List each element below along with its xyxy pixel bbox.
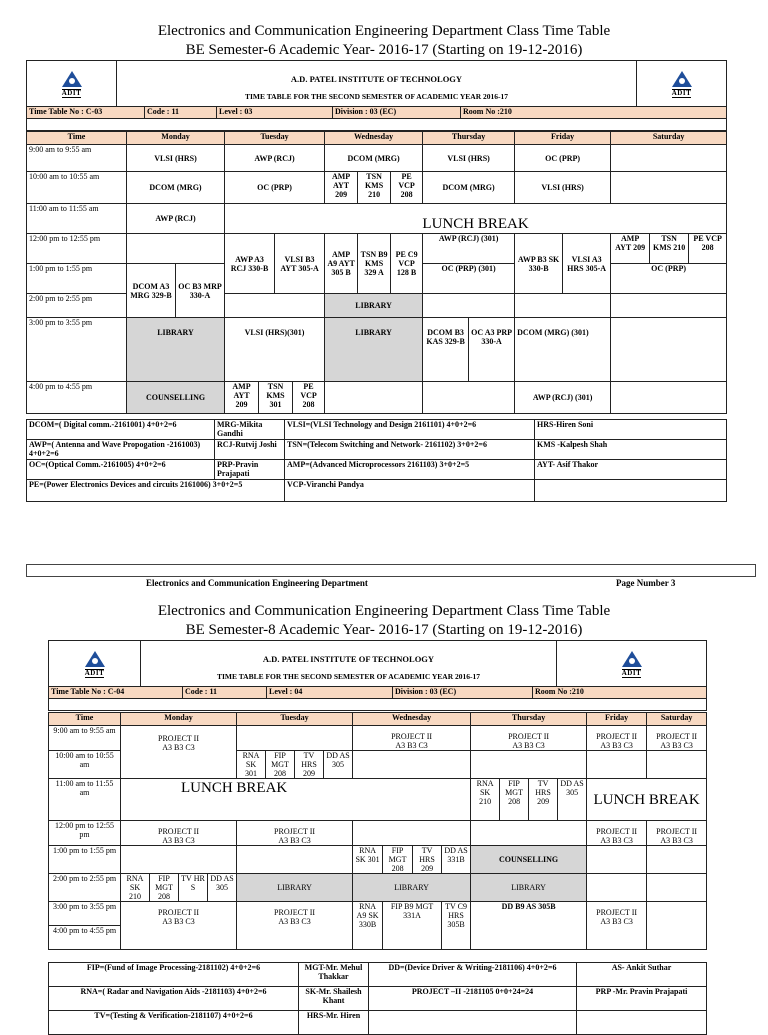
tt2-lab-cell: DD AS 331B: [442, 846, 471, 874]
tt1-time-slot: 1:00 pm to 1:55 pm: [27, 264, 127, 294]
tt1-cell: AMP AYT 209: [225, 382, 259, 414]
tt1-legend-text: RCJ-Rutvij Joshi: [215, 440, 285, 460]
tt1-cell: OC (PRP): [611, 264, 727, 294]
tt1-cell: DCOM (MRG): [127, 172, 225, 204]
tt1-logo-left: ADIT: [27, 61, 117, 107]
tt2-subtitle: TIME TABLE FOR THE SECOND SEMESTER OF ACADEMIC YEAR 2016-17: [216, 671, 481, 681]
tt2-lab-cell: DD AS 305: [208, 874, 237, 902]
tt1-legend-text: AYT- Asif Thakor: [535, 460, 727, 480]
tt2-project: PROJECT II A3 B3 C3: [121, 821, 237, 846]
tt2-project: PROJECT II A3 B3 C3: [353, 726, 471, 751]
tt2-legend-text: PROJECT –II -2181105 0+0+24=24: [369, 987, 577, 1011]
tt2-lab-cell: RNA SK 301: [353, 846, 383, 874]
tt2-lab-cell: DD AS 305: [324, 751, 353, 779]
tt1-cell: DCOM B3 KAS 329-B: [423, 318, 469, 382]
tt2-ttno: Time Table No : C-04: [49, 687, 183, 699]
tt1-legend-text: TSN=(Telecom Switching and Network- 2161102) 3+0+2=6: [285, 440, 535, 460]
tt1-room: Room No :210: [461, 107, 727, 119]
tt2-lab-cell: RNA SK 210: [121, 874, 150, 902]
tt2-project: PROJECT II A3 B3 C3: [587, 821, 647, 846]
tt2-counselling: COUNSELLING: [471, 846, 587, 874]
tt2-lab-cell: TV HR S: [179, 874, 208, 902]
tt1-cell: AWP (RCJ) (301): [423, 234, 515, 264]
tt1-library: LIBRARY: [127, 318, 225, 382]
tt1-cell: TSN KMS 210: [358, 172, 391, 204]
tt1-cell: VLSI (HRS)(301): [225, 318, 325, 382]
tt2-level: Level : 04: [267, 687, 393, 699]
tt1-cell: DCOM (MRG): [423, 172, 515, 204]
tt2-time-slot: 3:00 pm to 3:55 pm: [49, 902, 121, 926]
tt1-time-slot: 12:00 pm to 12:55 pm: [27, 234, 127, 264]
tt1-cell: PE C9 VCP 128 B: [391, 234, 423, 294]
tt1-legend-text: DCOM=( Digital comm.-2161001) 4+0+2=6: [27, 420, 215, 440]
tt2-col-wednesday: Wednesday: [353, 713, 471, 726]
tt1-col-saturday: Saturday: [611, 132, 727, 145]
tt1-level: Level : 03: [217, 107, 333, 119]
tt1-legend-text: HRS-Hiren Soni: [535, 420, 727, 440]
tt1-cell: VLSI B3 AYT 305-A: [275, 234, 325, 294]
tt1-time-slot: 10:00 am to 10:55 am: [27, 172, 127, 204]
tt1-time-slot: 4:00 pm to 4:55 pm: [27, 382, 127, 414]
tt2-time-slot: 4:00 pm to 4:55 pm: [49, 926, 121, 950]
tt1-legend-text: VLSI=(VLSI Technology and Design 2161101) 4+0+2=6: [285, 420, 535, 440]
tt1-institute-block: [117, 61, 637, 107]
tt2-legend-text: AS- Ankit Suthar: [577, 963, 707, 987]
tt1-counselling: COUNSELLING: [127, 382, 225, 414]
tt2-legend-text: FIP=(Fund of Image Processing-2181102) 4+0+2=6: [49, 963, 299, 987]
tt2-legend-text: PRP -Mr. Pravin Prajapati: [577, 987, 707, 1011]
tt1-legend-text: AMP=(Advanced Microprocessors 2161103) 3+0+2=5: [285, 460, 535, 480]
tt1-time-slot: 3:00 pm to 3:55 pm: [27, 318, 127, 382]
tt1-cell: PE VCP 208: [391, 172, 423, 204]
tt2-division: Division : 03 (EC): [393, 687, 533, 699]
tt1-col-wednesday: Wednesday: [325, 132, 423, 145]
tt1-logo-right: ADIT: [637, 61, 727, 107]
tt1-cell: AWP (RCJ): [127, 204, 225, 234]
tt2-project: PROJECT II A3 B3 C3: [647, 726, 707, 751]
tt2-time-slot: 12:00 pm to 12:55 pm: [49, 821, 121, 846]
tt2-project: PROJECT II A3 B3 C3: [587, 902, 647, 950]
tt2-lab-cell: FIP MGT 208: [150, 874, 179, 902]
tt1-cell: AWP B3 SK 330-B: [515, 234, 563, 294]
footer-department: Electronics and Communication Engineering Department: [146, 578, 368, 588]
tt1-time-slot: 11:00 am to 11:55 am: [27, 204, 127, 234]
institute-logo-icon: [84, 650, 106, 668]
tt2-project: PROJECT II A3 B3 C3: [587, 726, 647, 751]
tt1-legend-text: OC=(Optical Comm.-2161005) 4+0+2=6: [27, 460, 215, 480]
footer-page-number: Page Number 3: [616, 578, 676, 588]
tt1-col-friday: Friday: [515, 132, 611, 145]
tt1-cell: OC B3 MRP 330-A: [176, 264, 225, 318]
tt2-logo-right: ADIT: [557, 641, 707, 687]
tt1-legend-text: VCP-Viranchi Pandya: [285, 480, 535, 502]
tt2-legend-text: HRS-Mr. Hiren: [299, 1011, 369, 1035]
tt2-lab-cell: FIP B9 MGT 331A: [383, 902, 442, 950]
tt1-col-tuesday: Tuesday: [225, 132, 325, 145]
tt1-institute-name: A.D. PATEL INSTITUTE OF TECHNOLOGY: [290, 73, 463, 84]
tt2-time-slot: 2:00 pm to 2:55 pm: [49, 874, 121, 902]
tt1-cell: OC (PRP) (301): [423, 264, 515, 294]
tt2-library: LIBRARY: [237, 874, 353, 902]
tt2-institute-name: A.D. PATEL INSTITUTE OF TECHNOLOGY: [262, 653, 435, 664]
tt2-col-saturday: Saturday: [647, 713, 707, 726]
tt2-time-slot: 11:00 am to 11:55 am: [49, 779, 121, 821]
tt1-cell: AWP A3 RCJ 330-B: [225, 234, 275, 294]
tt1-legend-text: KMS -Kalpesh Shah: [535, 440, 727, 460]
tt1-cell: DCOM (MRG): [325, 145, 423, 172]
tt1-cell: AMP A9 AYT 305 B: [325, 234, 358, 294]
tt1-division: Division : 03 (EC): [333, 107, 461, 119]
tt1-ttno: Time Table No : C-03: [27, 107, 145, 119]
tt2-legend-text: MGT-Mr. Mehul Thakkar: [299, 963, 369, 987]
tt2-lunch-break: LUNCH BREAK: [121, 779, 471, 821]
tt1-grid: [26, 131, 727, 414]
tt2-time-slot: 10:00 am to 10:55 am: [49, 751, 121, 779]
tt1-legend: [26, 419, 727, 502]
page-separator: [26, 564, 756, 577]
tt1-code: Code : 11: [145, 107, 217, 119]
tt2-project: PROJECT II A3 B3 C3: [647, 821, 707, 846]
tt2-title-line1: Electronics and Communication Engineering Department Class Time Table: [157, 603, 611, 619]
tt1-cell: DCOM A3 MRG 329-B: [127, 264, 176, 318]
tt2-library: LIBRARY: [353, 874, 471, 902]
tt2-legend-text: RNA=( Radar and Navigation Aids -2181103) 4+0+2=6: [49, 987, 299, 1011]
tt2-col-monday: Monday: [121, 713, 237, 726]
tt2-institute-block: [141, 641, 557, 687]
tt1-cell: TSN B9 KMS 329 A: [358, 234, 391, 294]
tt2-col-thursday: Thursday: [471, 713, 587, 726]
tt2-time-slot: 1:00 pm to 1:55 pm: [49, 846, 121, 874]
tt1-cell: VLSI A3 HRS 305-A: [563, 234, 611, 294]
tt2-lab-cell: RNA SK 301: [237, 751, 266, 779]
tt1-time-slot: 9:00 am to 9:55 am: [27, 145, 127, 172]
tt2-lab-cell: RNA A9 SK 330B: [353, 902, 383, 950]
tt2-title-line2: BE Semester-8 Academic Year- 2016-17 (Starting on 19-12-2016): [185, 622, 583, 638]
tt1-cell: PE VCP 208: [689, 234, 727, 264]
tt2-lunch-break-right: LUNCH BREAK: [587, 779, 707, 821]
tt1-cell: AMP AYT 209: [611, 234, 650, 264]
tt2-col-friday: Friday: [587, 713, 647, 726]
tt2-project: PROJECT II A3 B3 C3: [237, 902, 353, 950]
tt1-library: LIBRARY: [325, 318, 423, 382]
tt1-info-row: [26, 106, 727, 131]
tt1-cell: PE VCP 208: [293, 382, 325, 414]
tt2-grid: [48, 712, 707, 950]
tt2-info-row: [48, 686, 707, 711]
tt2-room: Room No :210: [533, 687, 707, 699]
tt2-legend: [48, 962, 707, 1035]
tt1-cell: AMP AYT 209: [325, 172, 358, 204]
tt1-cell: OC (PRP): [225, 172, 325, 204]
tt1-legend-text: PRP-Pravin Prajapati: [215, 460, 285, 480]
tt2-project: PROJECT II A3 B3 C3: [121, 726, 237, 779]
tt1-legend-text: MRG-Mikita Gandhi: [215, 420, 285, 440]
tt1-col-time: Time: [27, 132, 127, 145]
tt2-legend-text: DD=(Device Driver & Writing-2181106) 4+0+2=6: [369, 963, 577, 987]
tt2-lab-cell: TV HRS 209: [295, 751, 324, 779]
tt2-header-table: [48, 640, 707, 687]
tt2-col-time: Time: [49, 713, 121, 726]
tt1-library: LIBRARY: [325, 294, 423, 318]
institute-logo-icon: [671, 70, 693, 88]
tt2-logo-left: ADIT: [49, 641, 141, 687]
tt2-legend-text: TV=(Testing & Verification-2181107) 4+0+2=6: [49, 1011, 299, 1035]
tt1-time-slot: 2:00 pm to 2:55 pm: [27, 294, 127, 318]
tt1-cell: DCOM (MRG) (301): [515, 318, 611, 382]
tt1-legend-text: PE=(Power Electronics Devices and circuits 2161006) 3+0+2=5: [27, 480, 285, 502]
tt1-cell: VLSI (HRS): [423, 145, 515, 172]
tt2-lab-cell: TV HRS 209: [529, 779, 558, 821]
tt2-project: PROJECT II A3 B3 C3: [471, 726, 587, 751]
tt1-subtitle: TIME TABLE FOR THE SECOND SEMESTER OF ACADEMIC YEAR 2016-17: [244, 91, 509, 101]
institute-logo-icon: [621, 650, 643, 668]
tt2-project: PROJECT II A3 B3 C3: [237, 821, 353, 846]
tt2-lab-cell: FIP MGT 208: [383, 846, 413, 874]
tt2-lab-cell: DD AS 305: [558, 779, 587, 821]
tt1-cell: AWP (RCJ): [225, 145, 325, 172]
tt2-lab-cell: TV HRS 209: [413, 846, 442, 874]
tt1-cell: VLSI (HRS): [127, 145, 225, 172]
tt2-lab-cell: FIP MGT 208: [266, 751, 295, 779]
tt2-lab-cell: FIP MGT 208: [500, 779, 529, 821]
tt1-cell: OC A3 PRP 330-A: [469, 318, 515, 382]
tt1-cell: TSN KMS 210: [650, 234, 689, 264]
tt2-lab-cell: RNA SK 210: [471, 779, 500, 821]
tt1-cell: TSN KMS 301: [259, 382, 293, 414]
institute-logo-icon: [61, 70, 83, 88]
tt2-col-tuesday: Tuesday: [237, 713, 353, 726]
tt1-cell: VLSI (HRS): [515, 172, 611, 204]
tt1-legend-text: AWP=( Antenna and Wave Propogation -2161003) 4+0+2=6: [27, 440, 215, 460]
tt2-library: LIBRARY: [471, 874, 587, 902]
tt1-header-table: [26, 60, 727, 107]
tt1-title-line2: BE Semester-6 Academic Year- 2016-17 (Starting on 19-12-2016): [185, 42, 583, 58]
tt2-legend-text: SK-Mr. Shailesh Khant: [299, 987, 369, 1011]
tt2-lab-cell: DD B9 AS 305B: [471, 902, 587, 950]
tt1-lunch-break: LUNCH BREAK: [225, 204, 727, 234]
tt2-lab-cell: TV C9 HRS 305B: [442, 902, 471, 950]
tt2-time-slot: 9:00 am to 9:55 am: [49, 726, 121, 751]
tt1-title-line1: Electronics and Communication Engineering Department Class Time Table: [157, 23, 611, 39]
tt1-cell: AWP (RCJ) (301): [515, 382, 611, 414]
tt1-cell: OC (PRP): [515, 145, 611, 172]
tt2-code: Code : 11: [183, 687, 267, 699]
tt1-col-thursday: Thursday: [423, 132, 515, 145]
tt1-col-monday: Monday: [127, 132, 225, 145]
tt2-project: PROJECT II A3 B3 C3: [121, 902, 237, 950]
